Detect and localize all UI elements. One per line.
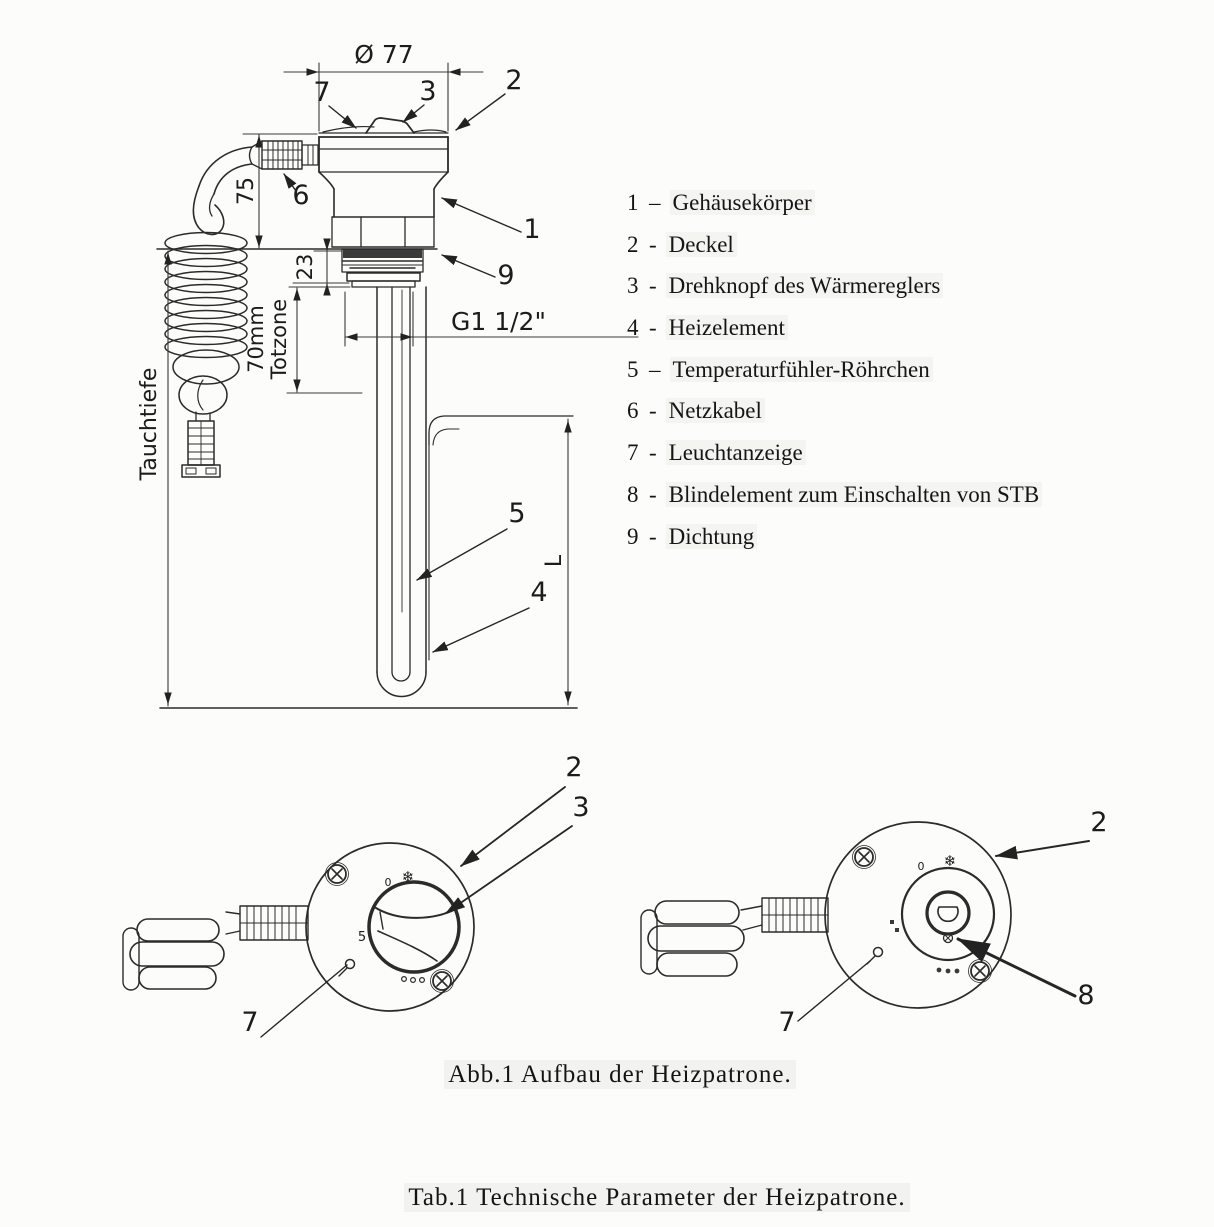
legend-number: 2 — [627, 231, 639, 257]
cable-plug — [182, 421, 220, 477]
top-view-with-knob — [123, 752, 590, 1038]
heating-element-tube — [377, 287, 426, 697]
legend-item-1 — [627, 182, 1097, 224]
coiled-cable-end — [641, 901, 744, 976]
callout-7: 7 — [313, 77, 331, 108]
table-caption — [387, 1184, 927, 1212]
five-marking: 5 — [357, 930, 367, 945]
legend-label: Netzkabel — [666, 398, 765, 423]
legend-label: Gehäusekörper — [670, 190, 815, 215]
callout-3-left-view: 3 — [572, 792, 590, 823]
legend-separator: - — [649, 273, 657, 299]
cable-coil — [165, 233, 247, 358]
main-view-callouts — [284, 65, 548, 652]
dim-dead-zone — [244, 287, 362, 393]
legend-number: 7 — [627, 440, 639, 466]
cable-gland — [240, 906, 308, 940]
dim-immersion-depth — [137, 251, 168, 706]
indicator-light — [874, 948, 883, 957]
legend-item-3 — [627, 265, 1097, 307]
dim-element-length — [542, 419, 568, 705]
dim-totzone-label: Totzone — [267, 298, 291, 380]
callout-1: 1 — [523, 214, 541, 245]
frost-symbol: ❄ — [401, 868, 415, 886]
shaft-d-hole — [938, 907, 958, 921]
legend-number: 1 — [627, 190, 639, 215]
legend-separator: – — [649, 356, 661, 382]
zero-marking: 0 — [384, 876, 392, 889]
dim-L-label: L — [542, 554, 567, 568]
cable-gland — [762, 898, 828, 932]
legend-number: 4 — [627, 315, 639, 341]
regulator-shaft — [927, 892, 969, 934]
legend-separator: - — [649, 523, 657, 549]
legend-number: 6 — [627, 398, 639, 424]
legend-label: Drehknopf des Wärmereglers — [666, 273, 944, 298]
legend-number: 5 — [627, 356, 639, 382]
callout-8-right-view: 8 — [1077, 980, 1095, 1011]
callout-3: 3 — [419, 76, 437, 107]
callout-2: 2 — [505, 65, 523, 96]
figure-caption — [350, 1061, 890, 1089]
legend-number: 8 — [627, 481, 639, 507]
cable-hook-lower — [173, 350, 239, 384]
legend-separator: - — [649, 315, 657, 341]
legend-number: 3 — [627, 273, 639, 299]
legend-label: Dichtung — [666, 524, 758, 549]
legend-separator: - — [649, 440, 657, 466]
legend-label: Deckel — [666, 232, 737, 257]
legend-item-4 — [627, 307, 1097, 349]
dim-23-label: 23 — [293, 253, 317, 281]
callout-2-right-view: 2 — [1090, 807, 1108, 838]
callout-9: 9 — [497, 260, 515, 291]
callout-6: 6 — [292, 180, 310, 211]
top-view-without-knob — [641, 807, 1108, 1038]
dim-thread-size — [345, 292, 638, 346]
legend-label: Heizelement — [666, 315, 788, 340]
indicator-light — [346, 960, 355, 969]
dim-immersion-label: Tauchtiefe — [137, 367, 162, 481]
callout-2-left-view: 2 — [565, 752, 583, 783]
dial-dots — [402, 977, 425, 983]
housing-outline — [319, 118, 448, 287]
callout-7-left-view: 7 — [241, 1007, 259, 1038]
knob-recess — [902, 868, 994, 960]
dim-75-label: 75 — [234, 177, 259, 205]
cable-hook-upper — [193, 186, 223, 235]
legend-number: 9 — [627, 523, 639, 549]
coiled-cable-end — [123, 919, 224, 990]
screw-icon — [431, 970, 454, 993]
main-side-view — [137, 40, 638, 708]
legend-separator: – — [649, 190, 661, 215]
legend-label: Temperaturfühler-Röhrchen — [670, 357, 933, 382]
legend-item-9 — [627, 516, 1097, 558]
dim-thread-size-label: G1 1/2" — [451, 307, 546, 336]
callout-7-right-view: 7 — [778, 1007, 796, 1038]
legend-label: Leuchtanzeige — [666, 440, 806, 465]
knob-profile — [366, 118, 414, 133]
legend-item-8 — [627, 474, 1097, 516]
dim-70mm-label: 70mm — [244, 305, 268, 373]
screw-icon — [969, 960, 992, 983]
frost-symbol: ❄ — [943, 852, 957, 870]
zero-marking: 0 — [917, 860, 925, 873]
dial-dots — [937, 968, 960, 974]
callout-4: 4 — [530, 577, 548, 608]
parts-legend — [627, 182, 1097, 557]
screw-icon — [853, 846, 876, 869]
legend-separator: - — [649, 398, 657, 424]
legend-item-5 — [627, 349, 1097, 391]
legend-item-7 — [627, 432, 1097, 474]
screw-icon — [326, 863, 349, 886]
legend-label: Blindelement zum Einschalten von STB — [666, 482, 1043, 507]
table-caption-text: Tab.1 Technische Parameter der Heizpatrone. — [404, 1183, 909, 1212]
legend-item-2 — [627, 224, 1097, 266]
legend-item-6 — [627, 390, 1097, 432]
flange-washer — [347, 273, 420, 281]
figure-caption-text: Abb.1 Aufbau der Heizpatrone. — [444, 1060, 795, 1089]
legend-separator: - — [649, 231, 657, 257]
dim-diameter-label: Ø 77 — [354, 40, 414, 69]
callout-5: 5 — [508, 498, 526, 529]
legend-separator: - — [649, 481, 657, 507]
hex-nut — [332, 217, 434, 247]
gasket-band — [343, 249, 422, 258]
dial-marks — [890, 920, 899, 932]
